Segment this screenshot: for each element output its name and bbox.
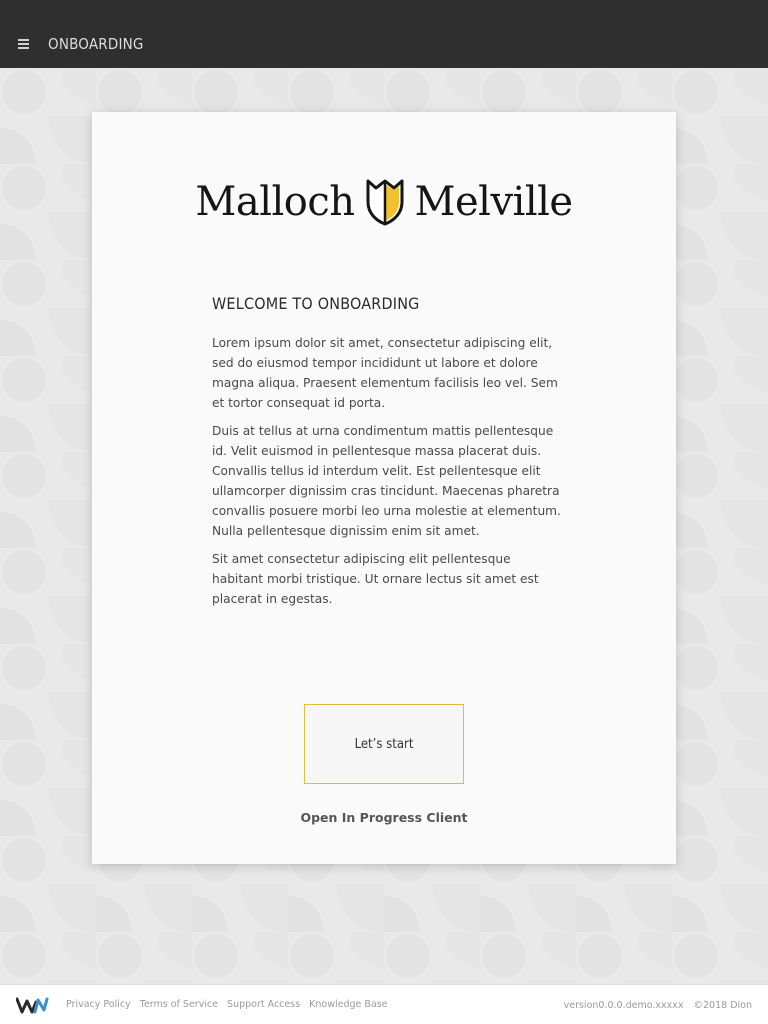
lets-start-button[interactable]: Let’s start <box>304 704 464 784</box>
open-in-progress-client-link[interactable]: Open In Progress Client <box>300 810 468 825</box>
welcome-paragraph: Lorem ipsum dolor sit amet, consectetur adipiscing elit, sed do eiusmod tempor incididunt ut labore et dolore magna aliqua. Praesent elementum facilisis leo vel. Sem et tortor consequat id porta. <box>212 336 558 410</box>
footer-meta <box>564 985 752 1024</box>
welcome-heading: WELCOME TO ONBOARDING <box>212 294 420 313</box>
privacy-policy-link[interactable]: Privacy Policy <box>66 999 131 1010</box>
top-app-bar <box>0 0 768 68</box>
terms-of-service-link[interactable]: Terms of Service <box>139 999 219 1010</box>
footer-links <box>66 999 388 1010</box>
wn-logo-icon <box>16 995 50 1015</box>
brand-logo <box>188 176 580 228</box>
welcome-paragraph: Sit amet consectetur adipiscing elit pellentesque habitant morbi tristique. Ut ornare lectus sit amet est placerat in egestas. <box>212 552 539 606</box>
support-access-link[interactable]: Support Access <box>227 999 301 1010</box>
app-title: ONBOARDING <box>48 35 144 53</box>
knowledge-base-link[interactable]: Knowledge Base <box>309 999 388 1010</box>
footer <box>0 984 768 1024</box>
welcome-paragraph: Duis at tellus at urna condimentum mattis pellentesque id. Velit euismod in pellentesque massa placerat duis. Convallis tellus id interdum velit. Est pellentesque elit ullamcorper dignissim cras tincidunt. Maecenas pharetra convallis posuere morbi leo urna molestie at elementum. Nulla pellentesque dignissim enim sit amet. <box>212 424 561 538</box>
version-text: version0.0.0.demo.xxxxx <box>563 999 684 1011</box>
welcome-content <box>212 294 562 617</box>
brand-name-right: Melville <box>414 179 573 225</box>
shield-crest-icon <box>365 178 405 226</box>
brand-name-left: Malloch <box>195 179 355 225</box>
copyright-text: ©2018 Dion <box>693 999 752 1011</box>
hamburger-menu-icon[interactable] <box>16 34 36 54</box>
onboarding-card <box>92 112 676 864</box>
